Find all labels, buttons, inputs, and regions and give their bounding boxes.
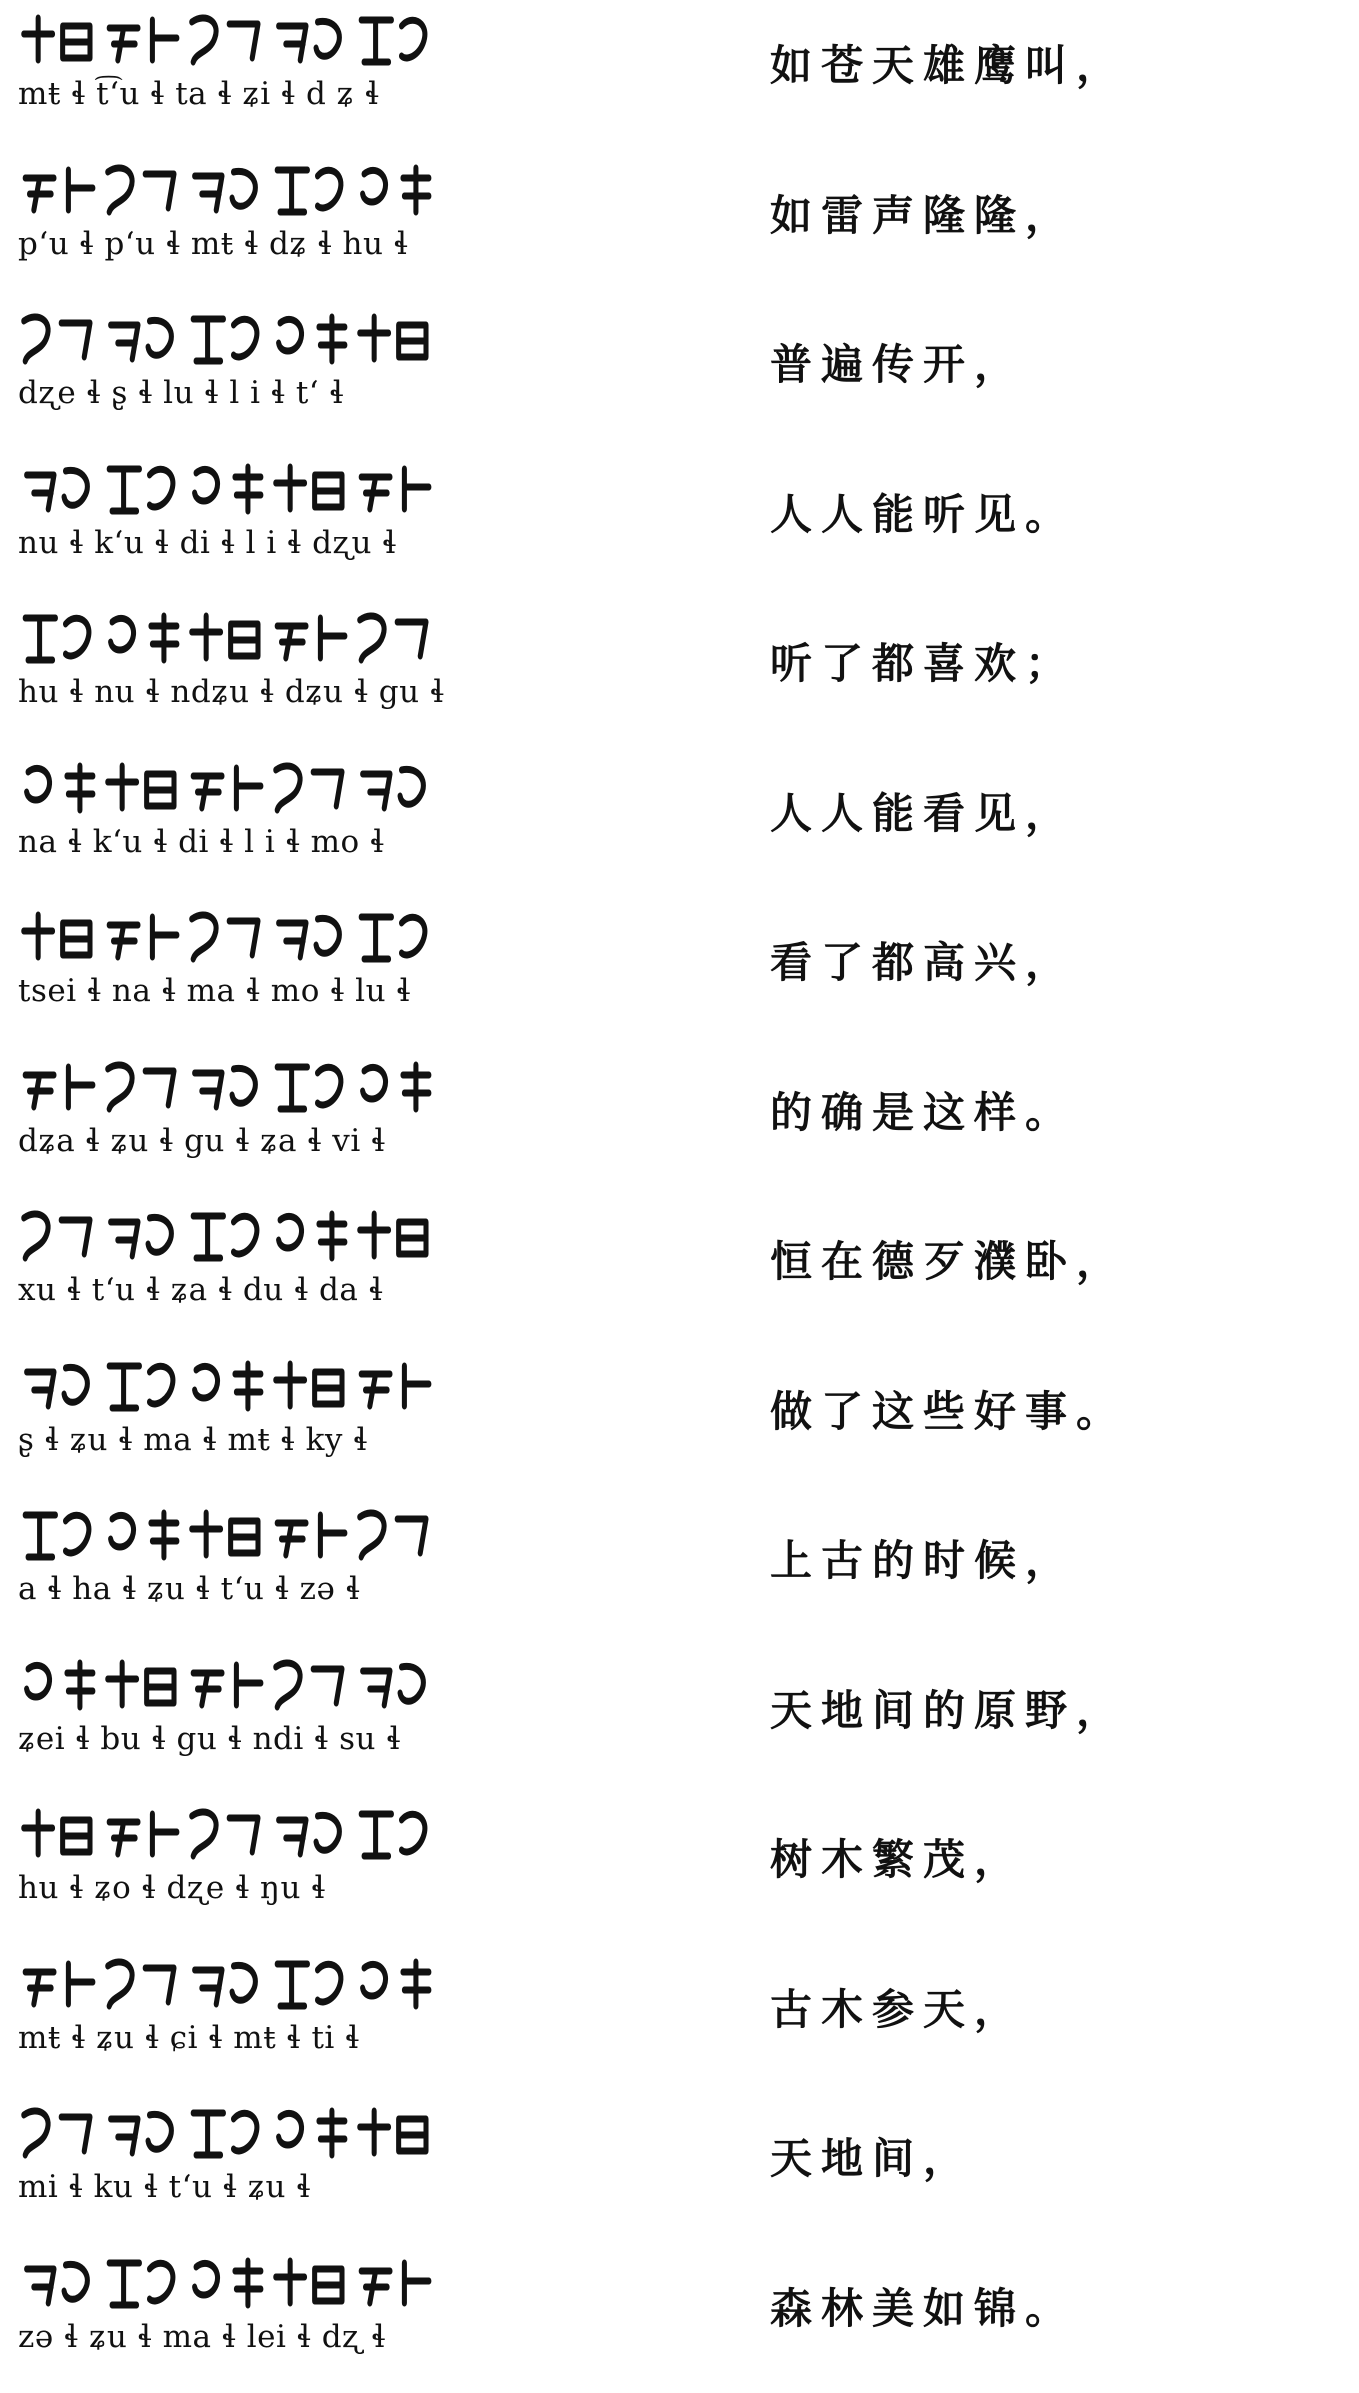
transliteration-line: a ɬ ha ɬ ʑu ɬ tʻu ɬ zə ɬ: [18, 1571, 361, 1607]
text-row: [0, 1794, 1359, 1944]
script-glyph: [193, 1216, 257, 1258]
script-glyph: [111, 616, 177, 660]
transliteration-line: xu ɬ tʻu ɬ ʑa ɬ du ɬ da ɬ: [18, 1272, 384, 1308]
text-row: [0, 299, 1359, 449]
transliteration-line: mŧ ɬ t͡ʻu ɬ ta ɬ ʑi ɬ d ʑ ɬ: [18, 76, 380, 112]
script-glyph: [277, 1067, 341, 1109]
original-script-block: [18, 905, 448, 1025]
original-script-block: [18, 1653, 448, 1773]
script-glyph: [111, 1217, 172, 1256]
script-glyphs-image: [18, 1653, 448, 1715]
chinese-translation: 做了这些好事。: [770, 1386, 1128, 1436]
chinese-translation: 树木繁茂，: [770, 1835, 1026, 1884]
text-row: [0, 150, 1359, 300]
original-script-block: [18, 756, 448, 876]
script-glyph: [360, 1214, 426, 1256]
original-script-block: [18, 158, 448, 278]
script-glyphs-image: [18, 8, 448, 70]
transliteration-line: nu ɬ kʻu ɬ di ɬ l i ɬ dʐu ɬ: [18, 524, 397, 561]
chinese-translation: 看了都高兴，: [770, 938, 1077, 987]
script-glyph: [363, 1666, 424, 1705]
script-glyph: [24, 1812, 90, 1854]
script-glyph: [25, 1067, 93, 1107]
script-glyph: [279, 1815, 340, 1854]
script-glyphs-image: [18, 1204, 448, 1266]
script-glyphs-image: [18, 756, 448, 818]
script-glyph: [361, 1814, 425, 1856]
script-glyph: [277, 1515, 345, 1555]
chinese-translation: 恒在德歹濮卧，: [770, 1237, 1128, 1286]
script-glyph: [361, 20, 425, 62]
script-glyph: [109, 2263, 173, 2305]
script-glyph: [27, 1663, 93, 1707]
script-glyph: [24, 915, 90, 957]
script-glyph: [195, 1068, 256, 1107]
original-script-block: [18, 1204, 448, 1324]
script-glyph: [360, 2111, 426, 2153]
script-glyph: [276, 765, 342, 809]
original-script-block: [18, 8, 448, 128]
transliteration-line: tsei ɬ na ɬ ma ɬ mo ɬ lu ɬ: [18, 973, 411, 1009]
original-script-block: [18, 1354, 448, 1474]
script-glyph: [363, 1065, 429, 1109]
script-glyph: [277, 1964, 341, 2006]
text-row: [0, 1346, 1359, 1496]
transliteration-line: ʂ ɬ ʑu ɬ ma ɬ mŧ ɬ ky ɬ: [18, 1421, 368, 1458]
script-glyphs-image: [18, 2101, 448, 2163]
script-glyph: [360, 317, 426, 359]
script-glyph: [363, 168, 429, 212]
script-glyph: [108, 1663, 174, 1705]
script-glyph: [108, 1064, 174, 1108]
text-row: [0, 1645, 1359, 1795]
script-glyphs-image: [18, 905, 448, 967]
script-glyphs-image: [18, 307, 448, 369]
script-glyph: [361, 1366, 429, 1406]
script-glyph: [109, 1366, 173, 1408]
chinese-translation: 森林美如锦。: [770, 2283, 1077, 2333]
chinese-translation: 人人能看见，: [770, 788, 1077, 838]
original-script-block: [18, 1055, 448, 1175]
transliteration-line: zə ɬ ʑu ɬ ma ɬ lei ɬ dʐ ɬ: [18, 2318, 386, 2355]
script-glyph: [27, 2264, 88, 2303]
script-glyph: [108, 766, 174, 808]
script-glyph: [195, 1965, 256, 2004]
script-glyph: [279, 21, 340, 60]
script-glyph: [27, 1367, 88, 1406]
original-script-block: [18, 307, 448, 427]
script-glyph: [24, 317, 90, 361]
chinese-translation: 普遍传开，: [770, 340, 1026, 389]
script-glyph: [25, 170, 93, 210]
chinese-translation: 如苍天雄鹰叫，: [770, 41, 1128, 90]
transliteration-line: ʑei ɬ bu ɬ gu ɬ ndi ɬ su ɬ: [18, 1720, 401, 1757]
transliteration-line: na ɬ kʻu ɬ di ɬ l i ɬ mo ɬ: [18, 823, 385, 860]
chinese-translation: 古木参天，: [770, 1984, 1026, 2034]
script-glyph: [276, 467, 342, 509]
original-script-block: [18, 1802, 448, 1922]
script-glyph: [24, 18, 90, 60]
chinese-translation: 上古的时候，: [770, 1536, 1077, 1585]
text-row: [0, 748, 1359, 898]
text-row: [0, 2093, 1359, 2243]
chinese-translation: 听了都喜欢；: [770, 639, 1077, 688]
original-script-block: [18, 457, 448, 577]
script-glyph: [277, 618, 345, 658]
script-glyph: [111, 2114, 172, 2153]
script-glyph: [25, 618, 89, 660]
original-script-block: [18, 1952, 448, 2072]
script-glyphs-image: [18, 158, 448, 220]
script-glyph: [193, 1665, 261, 1705]
script-glyph: [193, 768, 261, 808]
script-glyph: [276, 2261, 342, 2303]
script-glyph: [108, 167, 174, 211]
script-glyph: [27, 766, 93, 810]
script-glyph: [279, 2111, 345, 2155]
chinese-translation: 如雷声隆隆，: [770, 190, 1077, 240]
script-glyph: [193, 319, 257, 361]
chinese-translation: 人人能听见。: [770, 489, 1077, 539]
script-glyph: [109, 1814, 177, 1854]
transliteration-line: mi ɬ ku ɬ tʻu ɬ ʑu ɬ: [18, 2169, 311, 2205]
script-glyph: [25, 1515, 89, 1557]
script-glyphs-image: [18, 1055, 448, 1117]
script-glyph: [361, 469, 429, 509]
script-glyph: [27, 470, 88, 509]
transliteration-line: pʻu ɬ pʻu ɬ mŧ ɬ dʑ ɬ hu ɬ: [18, 225, 409, 262]
script-glyph: [111, 1513, 177, 1557]
script-glyph: [192, 18, 258, 62]
script-glyphs-image: [18, 2251, 448, 2313]
script-glyph: [109, 20, 177, 60]
script-glyph: [195, 467, 261, 511]
script-glyph: [361, 2263, 429, 2303]
text-row: [0, 1196, 1359, 1346]
original-script-block: [18, 2251, 448, 2371]
script-glyph: [277, 170, 341, 212]
script-glyphs-image: [18, 606, 448, 668]
text-row: [0, 2243, 1359, 2393]
transliteration-line: dʑa ɬ ʑu ɬ gu ɬ ʑa ɬ vi ɬ: [18, 1122, 386, 1159]
script-glyphs-image: [18, 457, 448, 519]
script-glyph: [276, 1364, 342, 1406]
text-row: [0, 598, 1359, 748]
script-glyphs-image: [18, 1952, 448, 2014]
transliteration-line: hu ɬ ʑo ɬ dʐe ɬ ŋu ɬ: [18, 1870, 326, 1906]
script-glyph: [195, 2261, 261, 2305]
original-script-block: [18, 606, 448, 726]
script-glyph: [24, 2111, 90, 2155]
script-glyph: [276, 1662, 342, 1706]
text-row: [0, 0, 1359, 150]
script-glyph: [25, 1964, 93, 2004]
chinese-translation: 天地间，: [770, 2134, 975, 2183]
script-glyph: [109, 469, 173, 511]
chinese-translation: 的确是这样。: [770, 1087, 1077, 1137]
script-glyphs-image: [18, 1354, 448, 1416]
text-row: [0, 1495, 1359, 1645]
transliteration-line: mŧ ɬ ʑu ɬ ɕi ɬ mŧ ɬ ti ɬ: [18, 2019, 360, 2056]
original-script-block: [18, 2101, 448, 2221]
transliteration-line: dʐe ɬ ʂ ɬ lu ɬ l i ɬ tʻ ɬ: [18, 375, 345, 411]
script-glyph: [24, 1214, 90, 1258]
original-script-block: [18, 1503, 448, 1623]
script-glyphs-image: [18, 1802, 448, 1864]
script-glyph: [192, 616, 258, 658]
transliteration-line: hu ɬ nu ɬ ndʑu ɬ dʑu ɬ gu ɬ: [18, 674, 445, 710]
script-glyph: [360, 616, 426, 660]
script-glyph: [363, 769, 424, 808]
script-glyph: [279, 317, 345, 361]
script-glyph: [193, 2113, 257, 2155]
script-glyphs-image: [18, 1503, 448, 1565]
script-glyph: [279, 918, 340, 957]
script-glyph: [108, 1961, 174, 2005]
script-glyph: [192, 915, 258, 959]
text-row: [0, 1944, 1359, 2094]
script-glyph: [363, 1962, 429, 2006]
script-glyph: [192, 1812, 258, 1856]
text-row: [0, 897, 1359, 1047]
text-row: [0, 449, 1359, 599]
text-row: [0, 1047, 1359, 1197]
script-glyph: [111, 320, 172, 359]
script-glyph: [109, 917, 177, 957]
script-glyph: [195, 171, 256, 210]
script-glyph: [360, 1513, 426, 1557]
script-glyph: [195, 1364, 261, 1408]
script-glyph: [192, 1513, 258, 1555]
chinese-translation: 天地间的原野，: [770, 1685, 1128, 1735]
script-glyph: [361, 917, 425, 959]
script-glyph: [279, 1214, 345, 1258]
